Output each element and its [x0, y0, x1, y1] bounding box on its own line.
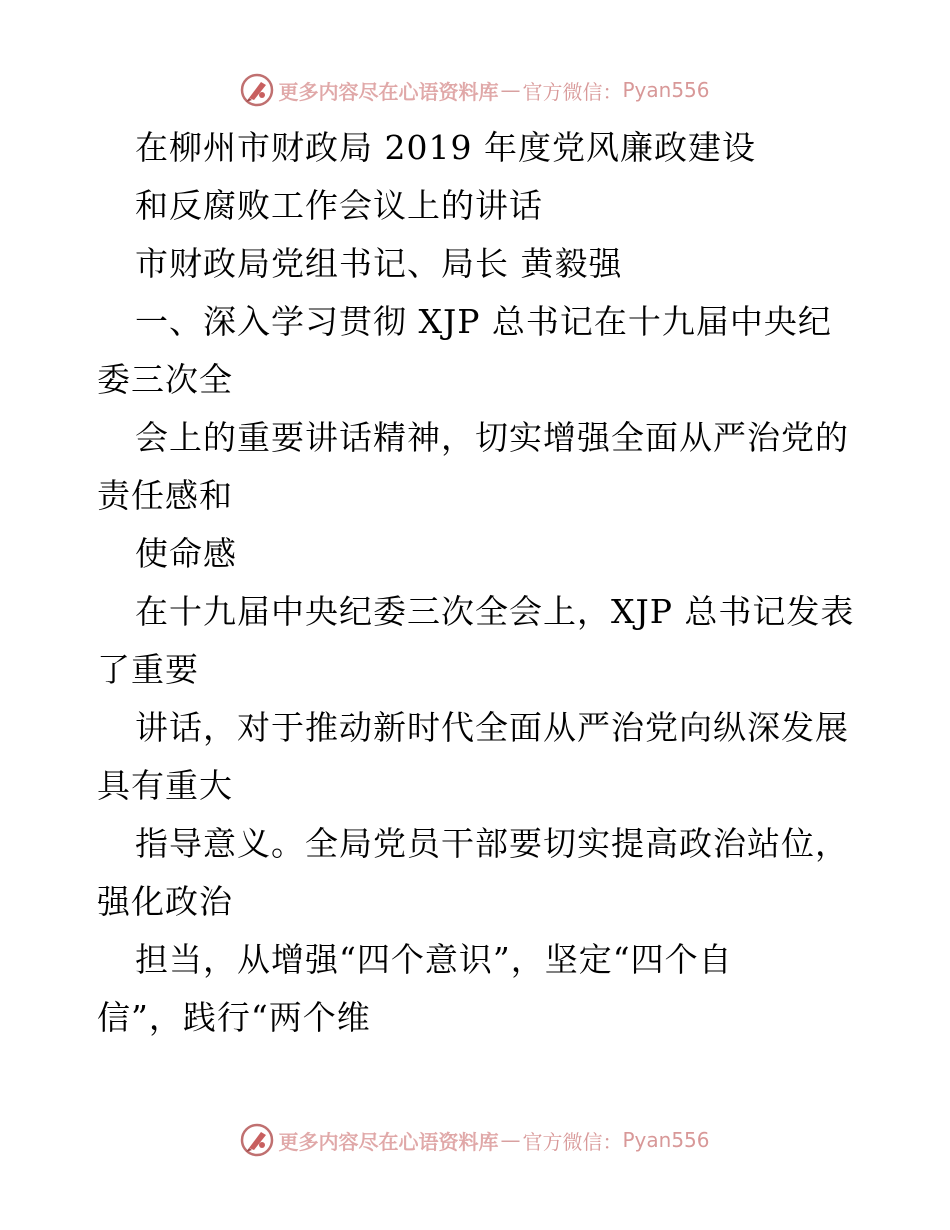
header-watermark [0, 70, 950, 110]
doc-line: 具有重大 [97, 766, 233, 805]
doc-line: 指导意义。全局党员干部要切实提高政治站位， [135, 824, 849, 863]
doc-title-line-1: 在柳州市财政局 2019 年度党风廉政建设 [135, 128, 756, 167]
watermark-wechat-id: Pyan556 [622, 78, 710, 102]
doc-line: 讲话，对于推动新时代全面从严治党向纵深发展 [135, 708, 849, 747]
doc-line: 委三次全 [97, 360, 233, 399]
doc-line: 信”，践行“两个维 [97, 998, 371, 1037]
doc-line: 强化政治 [97, 882, 233, 921]
doc-line: 使命感 [135, 534, 237, 573]
doc-title-line-2: 和反腐败工作会议上的讲话 [135, 186, 543, 225]
doc-line: 在十九届中央纪委三次全会上，XJP 总书记发表 [135, 592, 855, 631]
pen-nib-logo-icon [240, 1123, 274, 1157]
footer-watermark [0, 1120, 950, 1160]
doc-line: 了重要 [97, 650, 199, 689]
doc-line: 会上的重要讲话精神，切实增强全面从严治党的 [135, 418, 849, 457]
watermark-text: 更多内容尽在心语资料库 [278, 79, 499, 104]
doc-line: 责任感和 [97, 476, 233, 515]
watermark-wechat-label: 官方微信： [522, 1129, 623, 1154]
watermark-wechat-label: 官方微信： [522, 79, 623, 104]
watermark-dash: — [500, 1128, 521, 1152]
doc-author-line: 市财政局党组书记、局长 黄毅强 [135, 244, 623, 283]
doc-line: 一、深入学习贯彻 XJP 总书记在十九届中央纪 [135, 302, 832, 341]
watermark-text: 更多内容尽在心语资料库 [278, 1129, 499, 1154]
watermark-dash: — [500, 78, 521, 102]
doc-line: 担当，从增强“四个意识”，坚定“四个自 [135, 940, 733, 979]
pen-nib-logo-icon [240, 73, 274, 107]
watermark-wechat-id: Pyan556 [622, 1128, 710, 1152]
